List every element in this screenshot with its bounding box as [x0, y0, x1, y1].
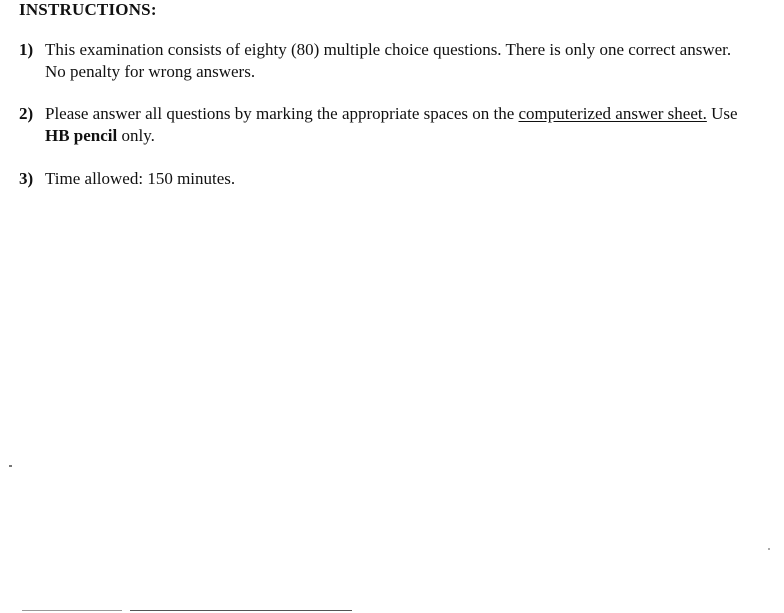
item-text: [45, 103, 739, 147]
item-number: 1): [19, 40, 34, 59]
scan-speck: [9, 465, 12, 467]
item-text-before: Please answer all questions by marking the appropriate spaces on the: [45, 104, 519, 123]
item-text: Time allowed: 150 minutes.: [45, 169, 236, 188]
footer-rule: [130, 610, 352, 611]
item-number: 2): [19, 104, 34, 123]
item-text-middle: Use: [706, 104, 738, 123]
pencil-emphasis: HB pencil: [45, 126, 118, 145]
scan-speck: [768, 548, 770, 550]
answer-sheet-reference: computerized answer sheet.: [518, 104, 707, 123]
instruction-item-1: [19, 39, 739, 83]
item-number: 3): [19, 169, 34, 188]
instructions-heading: INSTRUCTIONS:: [19, 0, 157, 19]
instruction-item-2: [19, 103, 739, 147]
footer-rule-dashed: [22, 610, 122, 611]
instruction-item-3: [19, 168, 739, 190]
item-text: This examination consists of eighty (80) multiple choice questions. There is only one correct answer. No penalty for wrong answers.: [45, 40, 732, 81]
item-text-after: only.: [117, 126, 155, 145]
